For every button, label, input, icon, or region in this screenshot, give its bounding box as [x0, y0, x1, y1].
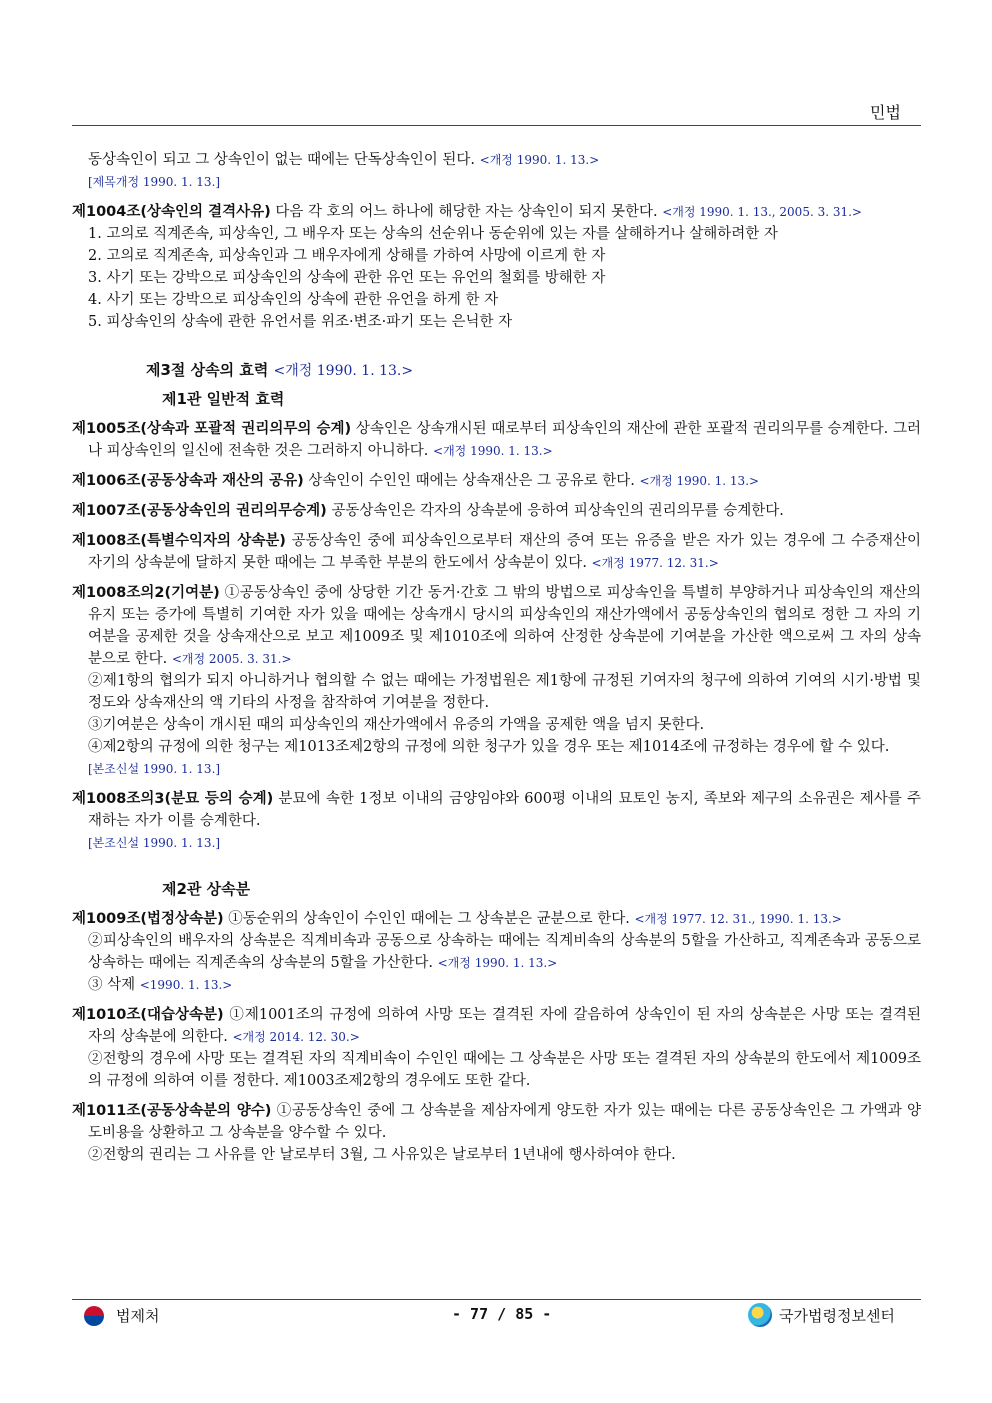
enactment-note: [본조신설 1990. 1. 13.] [88, 836, 221, 850]
page-number: - 77 / 85 - [452, 1305, 552, 1323]
list-item: 2. 고의로 직계존속, 피상속인과 그 배우자에게 상해를 가하여 사망에 이르게 한 자 [88, 248, 606, 264]
amend-note: <1990. 1. 13.> [139, 978, 233, 992]
paragraph: ③ 삭제 <1990. 1. 13.> [88, 977, 233, 993]
article-heading: 제1008조의2(기여분) [72, 585, 220, 601]
amend-note: <개정 1990. 1. 13.> [273, 363, 414, 379]
article-1006: 제1006조(공동상속과 재산의 공유) 상속인이 수인인 때에는 상속재산은 그 공유로 한다. <개정 1990. 1. 13.> [72, 473, 760, 489]
article-heading: 제1007조(공동상속인의 권리의무승계) [72, 503, 327, 519]
paragraph: ②제1항의 협의가 되지 아니하거나 협의할 수 없는 때에는 가정법원은 제1항에 규정된 기여자의 청구에 의하여 기여의 시기·방법 및 정도와 상속재산의 액 기타의 사정을 참작하여 기여분을 정한다. [88, 673, 921, 711]
amend-note: <개정 2005. 3. 31.> [171, 652, 292, 666]
document-body [72, 149, 921, 1166]
section-heading: 제2관 상속분 [162, 880, 251, 898]
footer-left-label: 법제처 [116, 1307, 160, 1325]
page-footer [72, 1305, 921, 1329]
paragraph: ②피상속인의 배우자의 상속분은 직계비속과 공동으로 상속하는 때에는 직계비속의 상속분의 5할을 가산하고, 직계존속과 공동으로 상속하는 때에는 직계존속의 상속분의 5할을 가산한다. <개정 1990. 1. 13.> [88, 933, 921, 971]
amend-note: <개정 1990. 1. 13.> [437, 956, 558, 970]
amend-note: <개정 1977. 12. 31., 1990. 1. 13.> [634, 912, 842, 926]
title-amend-note: [제목개정 1990. 1. 13.] [88, 175, 221, 189]
page-header-title: 민법 [870, 103, 901, 122]
amend-note: <개정 2014. 12. 30.> [232, 1030, 360, 1044]
list-item: 3. 사기 또는 강박으로 피상속인의 상속에 관한 유언 또는 유언의 철회를 방해한 자 [88, 270, 606, 286]
article-heading: 제1009조(법정상속분) [72, 911, 224, 927]
article-1008: 제1008조(특별수익자의 상속분) 공동상속인 중에 피상속인으로부터 재산의 증여 또는 유증을 받은 자가 있는 경우에 그 수증재산이 자기의 상속분에 달하지 못한 때에는 그 부족한 부분의 한도에서 상속분이 있다. <개정 1977. 12. 31.> [72, 533, 921, 571]
article-heading: 제1010조(대습상속분) [72, 1007, 224, 1023]
amend-note: <개정 1990. 1. 13.> [479, 153, 600, 167]
footer-right-label: 국가법령정보센터 [779, 1307, 895, 1325]
amend-note: <개정 1977. 12. 31.> [591, 556, 719, 570]
article-heading: 제1005조(상속과 포괄적 권리의무의 승계) [72, 421, 352, 437]
intro-paragraph: 동상속인이 되고 그 상속인이 없는 때에는 단독상속인이 된다. <개정 1990. 1. 13.> [88, 152, 600, 168]
footer-divider [72, 1299, 921, 1300]
law-center-logo-icon [748, 1303, 772, 1327]
paragraph: ③기여분은 상속이 개시된 때의 피상속인의 재산가액에서 유증의 가액을 공제한 액을 넘지 못한다. [88, 717, 705, 733]
amend-note: <개정 1990. 1. 13.> [433, 444, 553, 458]
paragraph: ②전항의 경우에 사망 또는 결격된 자의 직계비속이 수인인 때에는 그 상속분은 사망 또는 결격된 자의 상속분의 한도에서 제1009조의 규정에 의하여 이를 정한다. 제1003조제2항의 경우에도 또한 같다. [88, 1051, 921, 1089]
article-heading: 제1008조의3(분묘 등의 승계) [72, 791, 274, 807]
chapter-heading: 제3절 상속의 효력 <개정 1990. 1. 13.> [146, 361, 414, 379]
article-1007: 제1007조(공동상속인의 권리의무승계) 공동상속인은 각자의 상속분에 응하여 피상속인의 권리의무를 승계한다. [72, 503, 784, 519]
header-divider [72, 125, 921, 126]
article-1008-2: 제1008조의2(기여분) ①공동상속인 중에 상당한 기간 동거·간호 그 밖의 방법으로 피상속인을 특별히 부양하거나 피상속인의 재산의 유지 또는 증가에 특별히 기여한 자가 있을 때에는 상속개시 당시의 피상속인의 재산가액에서 공동상속인의 협의로 정한 그 자의 기여분을 공제한 것을 상속재산으로 보고 제1009조 및 제1010조에 의하여 산정한 상속분에 기여분을 가산한 액으로써 그 자의 상속분으로 한다. <개정 2005. 3. 31.> [72, 585, 921, 667]
taegeuk-logo-icon [84, 1306, 104, 1326]
article-1008-3: 제1008조의3(분묘 등의 승계) 분묘에 속한 1정보 이내의 금양임야와 600평 이내의 묘토인 농지, 족보와 제구의 소유권은 제사를 주재하는 자가 이를 승계한다. [72, 791, 922, 829]
enactment-note: [본조신설 1990. 1. 13.] [88, 762, 221, 776]
article-heading: 제1006조(공동상속과 재산의 공유) [72, 473, 304, 489]
article-heading: 제1008조(특별수익자의 상속분) [72, 533, 286, 549]
list-item: 1. 고의로 직계존속, 피상속인, 그 배우자 또는 상속의 선순위나 동순위에 있는 자를 살해하거나 살해하려한 자 [88, 226, 778, 242]
list-item: 5. 피상속인의 상속에 관한 유언서를 위조·변조·파기 또는 은닉한 자 [88, 314, 513, 330]
list-item: 4. 사기 또는 강박으로 피상속인의 상속에 관한 유언을 하게 한 자 [88, 292, 499, 308]
article-1010: 제1010조(대습상속분) ①제1001조의 규정에 의하여 사망 또는 결격된 자에 갈음하여 상속인이 된 자의 상속분은 사망 또는 결격된 자의 상속분에 의한다. <개정 2014. 12. 30.> [72, 1007, 921, 1045]
amend-note: <개정 1990. 1. 13.> [639, 474, 760, 488]
article-heading: 제1004조(상속인의 결격사유) [72, 204, 271, 220]
article-1009: 제1009조(법정상속분) ①동순위의 상속인이 수인인 때에는 그 상속분은 균분으로 한다. <개정 1977. 12. 31., 1990. 1. 13.> [72, 911, 842, 927]
amend-note: <개정 1990. 1. 13., 2005. 3. 31.> [662, 205, 862, 219]
article-heading: 제1011조(공동상속분의 양수) [72, 1103, 272, 1119]
article-1005: 제1005조(상속과 포괄적 권리의무의 승계) 상속인은 상속개시된 때로부터 피상속인의 재산에 관한 포괄적 권리의무를 승계한다. 그러나 피상속인의 일신에 전속한 것은 그러하지 아니하다. <개정 1990. 1. 13.> [72, 421, 922, 459]
paragraph: ④제2항의 규정에 의한 청구는 제1013조제2항의 규정에 의한 청구가 있을 경우 또는 제1014조에 규정하는 경우에 할 수 있다. [88, 739, 890, 755]
section-heading: 제1관 일반적 효력 [162, 390, 285, 408]
paragraph: ②전항의 권리는 그 사유를 안 날로부터 3월, 그 사유있은 날로부터 1년내에 행사하여야 한다. [88, 1147, 676, 1163]
article-1011: 제1011조(공동상속분의 양수) ①공동상속인 중에 그 상속분을 제삼자에게 양도한 자가 있는 때에는 다른 공동상속인은 그 가액과 양도비용을 상환하고 그 상속분을 양수할 수 있다. [72, 1103, 921, 1141]
article-1004: 제1004조(상속인의 결격사유) 다음 각 호의 어느 하나에 해당한 자는 상속인이 되지 못한다. <개정 1990. 1. 13., 2005. 3. 31.> [72, 204, 862, 220]
